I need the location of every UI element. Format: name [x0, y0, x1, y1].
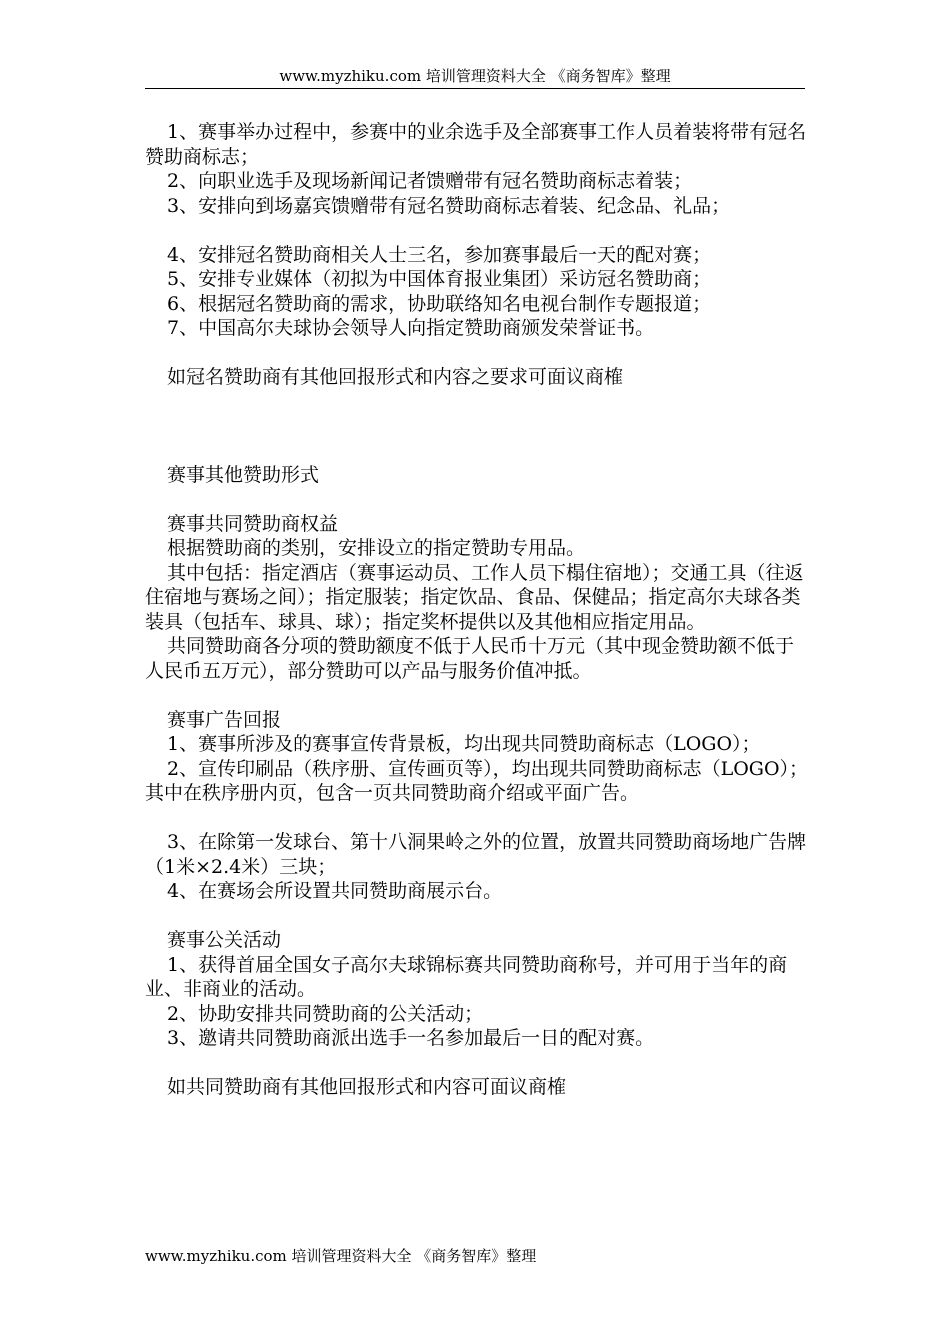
title-sponsor-item-6: 6、根据冠名赞助商的需求，协助联络知名电视台制作专题报道；: [167, 292, 712, 315]
pr-item-2: 2、协助安排共同赞助商的公关活动；: [167, 1002, 484, 1025]
pr-item-3: 3、邀请共同赞助商派出选手一名参加最后一日的配对赛。: [167, 1027, 655, 1049]
ad-return-heading: 赛事广告回报: [167, 708, 282, 731]
pr-activities-heading: 赛事公关活动: [167, 929, 282, 951]
spacer: [145, 904, 810, 929]
title-sponsor-item-4: 4、安排冠名赞助商相关人士三名，参加赛事最后一天的配对赛；: [167, 243, 712, 266]
spacer: [145, 487, 810, 512]
ad-return-item-3: 3、在除第一发球台、第十八洞果岭之外的位置，放置共同赞助商场地广告牌（1米×2.4米）三块；: [145, 831, 807, 878]
spacer: [145, 683, 810, 708]
title-sponsor-note: 如冠名赞助商有其他回报形式和内容之要求可面议商榷: [167, 366, 624, 388]
page-header: www.myzhiku.com 培训管理资料大全 《商务智库》整理: [145, 64, 805, 89]
spacer: [145, 341, 810, 366]
co-sponsor-paragraph-3: 共同赞助商各分项的赞助额度不低于人民币十万元（其中现金赞助额不低于人民币五万元），部分赞助可以产品与服务价值冲抵。: [145, 635, 795, 682]
title-sponsor-item-1: 1、赛事举办过程中，参赛中的业余选手及全部赛事工作人员着装将带有冠名赞助商标志；: [145, 121, 807, 168]
other-sponsorship-heading: 赛事其他赞助形式: [167, 463, 320, 486]
title-sponsor-item-7: 7、中国高尔夫球协会领导人向指定赞助商颁发荣誉证书。: [167, 317, 655, 339]
co-sponsor-paragraph-2: 其中包括：指定酒店（赛事运动员、工作人员下榻住宿地）；交通工具（往返住宿地与赛场之间）；指定服装；指定饮品、食品、保健品；指定高尔夫球各类装具（包括车、球具、球）；指定奖杯提供以及其他相应指定用品。: [145, 561, 804, 633]
ad-return-item-2: 2、宣传印刷品（秩序册、宣传画页等），均出现共同赞助商标志（LOGO）；其中在秩序册内页，包含一页共同赞助商介绍或平面广告。: [145, 757, 809, 804]
spacer: [145, 218, 810, 243]
co-sponsor-heading: 赛事共同赞助商权益: [167, 512, 339, 535]
ad-return-item-4: 4、在赛场会所设置共同赞助商展示台。: [167, 880, 503, 902]
pr-item-1: 1、获得首届全国女子高尔夫球锦标赛共同赞助商称号，并可用于当年的商业、非商业的活动。: [145, 953, 788, 1000]
page-footer: www.myzhiku.com 培训管理资料大全 《商务智库》整理: [145, 1247, 537, 1265]
title-sponsor-item-2: 2、向职业选手及现场新闻记者馈赠带有冠名赞助商标志着装；: [167, 170, 693, 192]
spacer: [145, 1051, 810, 1076]
spacer: [145, 806, 810, 831]
document-body: [145, 120, 810, 1100]
title-sponsor-item-3: 3、安排向到场嘉宾馈赠带有冠名赞助商标志着装、纪念品、礼品；: [167, 194, 731, 217]
spacer: [145, 390, 810, 463]
co-sponsor-note: 如共同赞助商有其他回报形式和内容可面议商榷: [167, 1076, 567, 1098]
title-sponsor-item-5: 5、安排专业媒体（初拟为中国体育报业集团）采访冠名赞助商；: [167, 268, 712, 290]
ad-return-item-1: 1、赛事所涉及的赛事宣传背景板，均出现共同赞助商标志（LOGO）；: [167, 733, 761, 755]
co-sponsor-paragraph-1: 根据赞助商的类别，安排设立的指定赞助专用品。: [167, 537, 586, 559]
